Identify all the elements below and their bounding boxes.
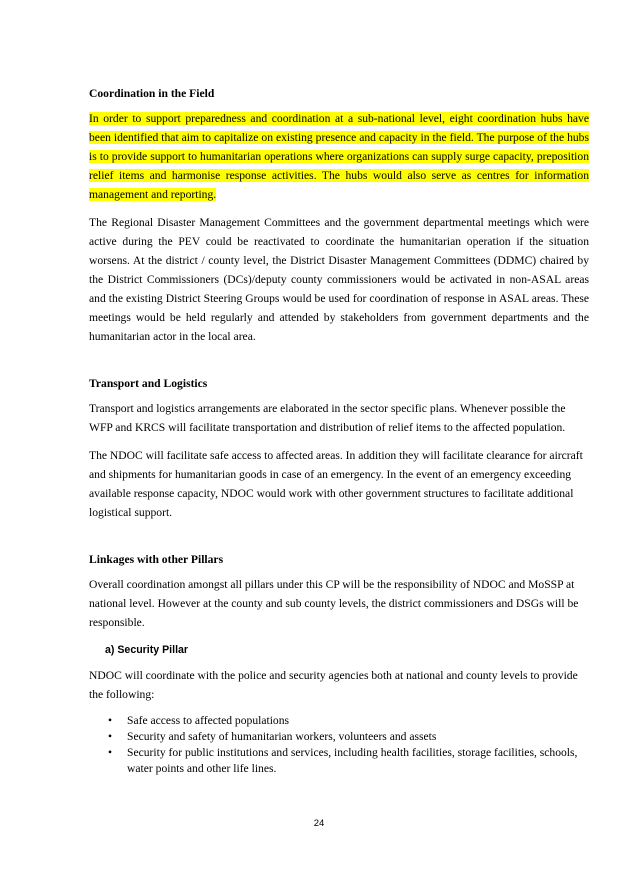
paragraph-coordination-hubs [89, 109, 589, 204]
document-page [89, 84, 589, 777]
paragraph-overall-coordination: Overall coordination amongst all pillars under this CP will be the responsibility of NDOC and MoSSP at national level. However at the county and sub county levels, the district commissioners and DSGs will be responsible. [89, 578, 579, 629]
bullet-icon: • [108, 746, 113, 759]
list-item-text: Security for public institutions and services, including health facilities, storage facilities, schools, water points and other life lines. [127, 746, 578, 775]
list-item [89, 713, 589, 729]
list-item [89, 729, 589, 745]
bullet-icon: • [108, 730, 113, 743]
heading-linkages-with-other-pillars: Linkages with other Pillars [89, 553, 224, 566]
list-item-text: Safe access to affected populations [127, 714, 290, 727]
bullet-list-security [89, 713, 589, 777]
paragraph-ndoc-police: NDOC will coordinate with the police and security agencies both at national and county levels to provide the following: [89, 669, 578, 701]
paragraph-ndoc-safe-access: The NDOC will facilitate safe access to affected areas. In addition they will facilitate clearance for aircraft and shipments for humanitarian goods in case of an emergency. In the event of an emergency exceeding available response capacity, NDOC would work with other government structures to facilitate additional logistical support. [89, 449, 583, 519]
heading-transport-and-logistics: Transport and Logistics [89, 377, 208, 390]
paragraph-regional-committees: The Regional Disaster Management Committees and the government departmental meetings which were active during the PEV could be reactivated to coordinate the humanitarian operation if the situation worsens. At the district / county level, the District Disaster Management Committees (DDMC) chaired by the District Commissioners (DCs)/deputy county commissioners would be activated in non-ASAL areas and the existing District Steering Groups would be used for coordination of response in ASAL areas. These meetings would be held regularly and attended by stakeholders from government departments and the humanitarian actor in the local area. [89, 216, 589, 343]
heading-coordination-in-the-field: Coordination in the Field [89, 87, 215, 100]
page-number: 24 [313, 818, 325, 829]
list-item [89, 745, 589, 777]
list-item-text: Security and safety of humanitarian workers, volunteers and assets [127, 730, 437, 743]
subheading-security-pillar: a) Security Pillar [105, 644, 189, 656]
highlighted-text: In order to support preparedness and coordination at a sub-national level, eight coordination hubs have been identified that aim to capitalize on existing presence and capacity in the field. The purpose of the hubs is to provide support to humanitarian operations where organizations can supply surge capacity, preposition relief items and harmonise response activities. The hubs would also serve as centres for information management and reporting. [89, 112, 589, 201]
bullet-icon: • [108, 714, 113, 727]
section-spacer [89, 531, 589, 550]
paragraph-transport-arrangements: Transport and logistics arrangements are elaborated in the sector specific plans. Whenever possible the WFP and KRCS will facilitate transportation and distribution of relief items to the affected population. [89, 402, 566, 434]
section-spacer [89, 355, 589, 374]
